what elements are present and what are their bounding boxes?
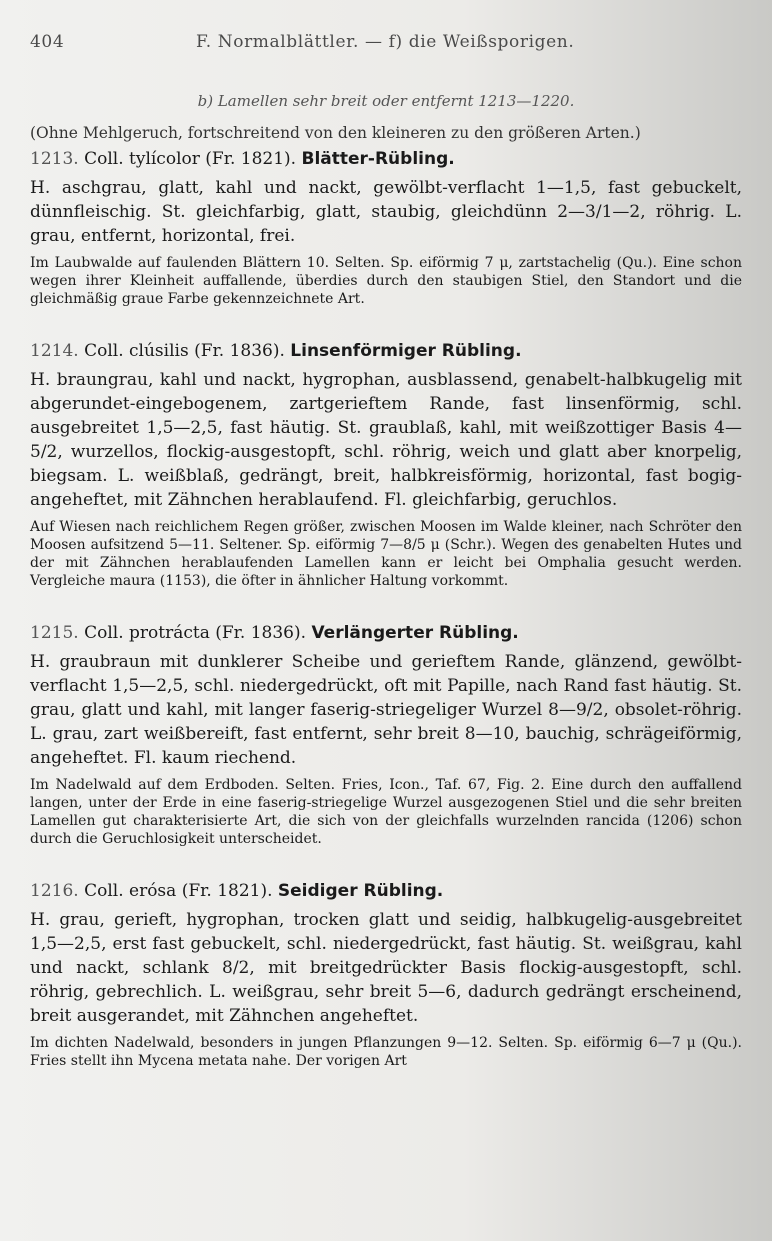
german-name: Seidiger Rübling. <box>277 881 444 901</box>
latin-name: Coll. tylícolor <box>84 149 200 169</box>
entry-number: 1215. <box>30 623 79 643</box>
author-citation: (Fr. 1821). <box>205 149 297 169</box>
entry-title <box>30 146 742 172</box>
entry-description: H. braungrau, kahl und nackt, hygrophan, ausblassend, genabelt-halbkugelig mit abgerundet-eingebogenem, zartgerieftem Rande, fast linsenförmig, schl. ausgebreitet 1,5—2,5, fast häutig. St. graublaß, kahl, mit weißzottiger Basis 4—5/2, wurzellos, flockig-ausgestopft, schl. röhrig, weich und glatt aber knorpelig, biegsam. L. weißblaß, gedrängt, breit, halbkreisförmig, horizontal, fast bogig-angeheftet, mit Zähnchen herablaufend. Fl. gleichfarbig, geruchlos. <box>30 370 742 510</box>
entry-title <box>30 338 742 364</box>
species-entry <box>30 338 742 590</box>
entry-description: H. grau, gerieft, hygrophan, trocken glatt und seidig, halbkugelig-ausgebreitet 1,5—2,5, erst fast gebuckelt, schl. niedergedrückt, fast häutig. St. weißgrau, kahl und nackt, schlank 8/2, mit breitgedrückter Basis flockig-ausgestopft, schl. röhrig, gebrechlich. L. weißgrau, sehr breit 5—6, dadurch gedrängt erscheinend, breit ausgerandet, mit Zähnchen angeheftet. <box>30 910 742 1026</box>
entry-title <box>30 878 742 904</box>
german-name: Blätter-Rübling. <box>301 149 455 169</box>
running-title: F. Normalblättler. — f) die Weißsporigen. <box>196 32 575 52</box>
latin-name: Coll. protrácta <box>84 623 210 643</box>
entry-notes: Im Laubwalde auf faulenden Blättern 10. Selten. Sp. eiförmig 7 μ, zartstachelig (Qu.). Eine schon wegen ihrer Kleinheit auffallende, überdies durch den staubigen Stiel, den Standort und die gleichmäßig graue Farbe gekennzeichnete Art. <box>30 255 742 307</box>
german-name: Linsenförmiger Rübling. <box>290 341 522 361</box>
entry-notes: Auf Wiesen nach reichlichem Regen größer, zwischen Moosen im Walde kleiner, nach Schröter den Moosen aufsitzend 5—11. Seltener. Sp. eiförmig 7—8/5 μ (Schr.). Wegen des genabelten Hutes und der mit Zähnchen herablaufenden Lamellen kann er leicht bei Omphalia gesucht werden. Vergleiche maura (1153), die öfter in ähnlicher Haltung vorkommt. <box>30 519 742 589</box>
author-citation: (Fr. 1836). <box>215 623 307 643</box>
latin-name: Coll. clúsilis <box>84 341 189 361</box>
entry-notes: Im Nadelwald auf dem Erdboden. Selten. Fries, Icon., Taf. 67, Fig. 2. Eine durch den auffallend langen, unter der Erde in eine faserig-striegelige Wurzel ausgezogenen Stiel und die sehr breiten Lamellen gut charakterisierte Art, die sich von der gleichfalls wurzelnden rancida (1206) schon durch die Geruchlosigkeit unterscheidet. <box>30 777 742 847</box>
section-subheading: b) Lamellen sehr breit oder entfernt 1213—1220. <box>197 92 575 110</box>
species-entry <box>30 146 742 308</box>
entry-number: 1213. <box>30 149 79 169</box>
author-citation: (Fr. 1821). <box>181 881 273 901</box>
page-number: 404 <box>30 32 65 52</box>
species-entry <box>30 878 742 1070</box>
entry-number: 1216. <box>30 881 79 901</box>
running-header <box>30 32 742 52</box>
german-name: Verlängerter Rübling. <box>311 623 519 643</box>
entry-description: H. graubraun mit dunklerer Scheibe und gerieftem Rande, glänzend, gewölbt-verflacht 1,5—2,5, schl. niedergedrückt, oft mit Papille, nach Rand fast häutig. St. grau, glatt und kahl, mit langer faserig-striegeliger Wurzel 8—9/2, obsolet-röhrig. L. grau, zart weißbereift, fast entfernt, sehr breit 8—10, bauchig, schrägeiförmig, angeheftet. Fl. kaum riechend. <box>30 652 742 768</box>
author-citation: (Fr. 1836). <box>194 341 285 361</box>
entry-notes: Im dichten Nadelwald, besonders in jungen Pflanzungen 9—12. Selten. Sp. eiförmig 6—7 μ (Qu.). Fries stellt ihn Mycena metata nahe. Der vorigen Art <box>30 1035 742 1069</box>
entry-description: H. aschgrau, glatt, kahl und nackt, gewölbt-verflacht 1—1,5, fast gebuckelt, dünnfleischig. St. gleichfarbig, glatt, staubig, gleichdünn 2—3/1—2, röhrig. L. grau, entfernt, horizontal, frei. <box>30 178 742 246</box>
species-entry <box>30 620 742 848</box>
latin-name: Coll. erósa <box>84 881 177 901</box>
section-note: (Ohne Mehlgeruch, fortschreitend von den kleineren zu den größeren Arten.) <box>30 124 641 142</box>
entry-number: 1214. <box>30 341 79 361</box>
entry-title <box>30 620 742 646</box>
